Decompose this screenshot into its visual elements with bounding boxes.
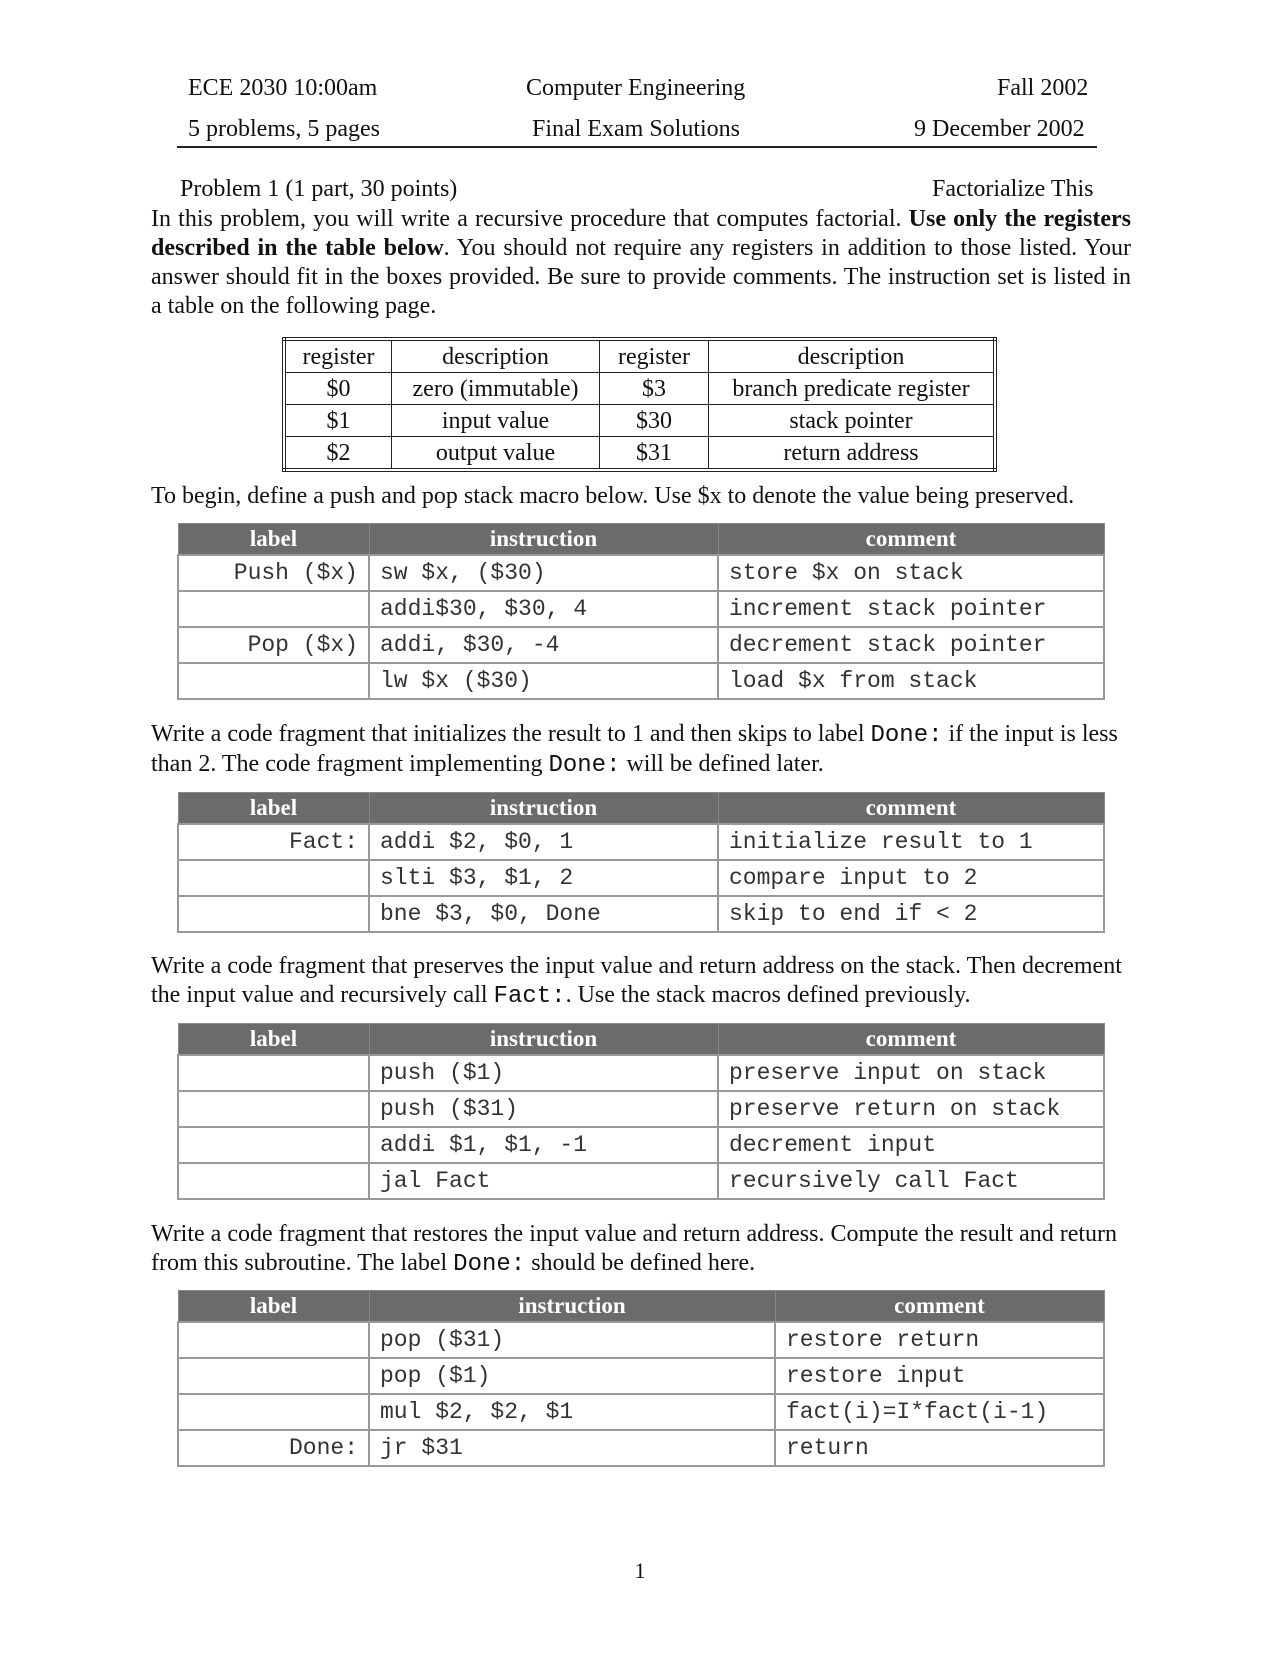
- code-table-recurse: [177, 1023, 1105, 1200]
- code-table-restore: [177, 1290, 1105, 1467]
- table-row: slti $3, $1, 2 compare input to 2: [178, 860, 1104, 896]
- table-row: pop ($1) restore input: [178, 1358, 1104, 1394]
- table-row: push ($1) preserve input on stack: [178, 1055, 1104, 1091]
- code-table-init: [177, 792, 1105, 933]
- register-header-row: [284, 339, 995, 373]
- reg-header: register: [284, 339, 392, 373]
- code-table-header: label instruction comment: [178, 1291, 1104, 1323]
- desc-header: description: [392, 339, 600, 373]
- prompt-init: Write a code fragment that initializes the result to 1 and then skips to label Done: if the input is less than 2. The code fragment implementing Done: will be defined later.: [151, 721, 1118, 779]
- problem-intro: In this problem, you will write a recursive procedure that computes factorial. Use only the registers described in the table below. You should not require any registers in addition to those listed. Your answer should fit in the boxes provided. Be sure to provide comments. The instruction set is listed in a table on the following page.: [151, 206, 1131, 319]
- table-row: addi $1, $1, -1 decrement input: [178, 1127, 1104, 1163]
- table-row: jal Fact recursively call Fact: [178, 1163, 1104, 1199]
- prompt-push-pop: To begin, define a push and pop stack macro below. Use $x to denote the value being preserved.: [151, 483, 1075, 509]
- reg-header: register: [600, 339, 709, 373]
- table-row: mul $2, $2, $1 fact(i)=I*fact(i-1): [178, 1394, 1104, 1430]
- code-table-header: label instruction comment: [178, 524, 1104, 556]
- code-table-header: label instruction comment: [178, 1024, 1104, 1056]
- header-problems: 5 problems, 5 pages: [188, 116, 380, 142]
- register-row: $1 input value $30 stack pointer: [284, 405, 995, 437]
- header-exam: Final Exam Solutions: [532, 116, 741, 142]
- table-row: pop ($31) restore return: [178, 1322, 1104, 1358]
- intro-bold: Use only the registers described in the table below: [151, 206, 1131, 261]
- table-row: Done: jr $31 return: [178, 1430, 1104, 1466]
- table-row: lw $x ($30) load $x from stack: [178, 663, 1104, 699]
- header-dept: Computer Engineering: [526, 75, 746, 101]
- header-term: Fall 2002: [997, 75, 1089, 101]
- header-course: ECE 2030 10:00am: [188, 75, 378, 101]
- desc-header: description: [709, 339, 996, 373]
- table-row: addi$30, $30, 4 increment stack pointer: [178, 591, 1104, 627]
- header-date: 9 December 2002: [914, 116, 1085, 142]
- register-table: [282, 337, 997, 472]
- page-number: 1: [634, 1558, 646, 1583]
- problem-name: Factorialize This: [932, 176, 1094, 202]
- problem-title: Problem 1 (1 part, 30 points): [180, 176, 458, 202]
- table-row: push ($31) preserve return on stack: [178, 1091, 1104, 1127]
- prompt-restore: Write a code fragment that restores the input value and return address. Compute the result and return from this subroutine. The label Done: should be defined here.: [151, 1221, 1118, 1278]
- register-row: $0 zero (immutable) $3 branch predicate register: [284, 373, 995, 405]
- code-table-header: label instruction comment: [178, 793, 1104, 825]
- register-row: $2 output value $31 return address: [284, 437, 995, 471]
- table-row: Fact: addi $2, $0, 1 initialize result to 1: [178, 824, 1104, 860]
- prompt-recurse: Write a code fragment that preserves the input value and return address on the stack. Then decrement the input value and recursively call Fact:. Use the stack macros defined previously.: [151, 953, 1122, 1010]
- table-row: Push ($x) sw $x, ($30) store $x on stack: [178, 555, 1104, 591]
- table-row: bne $3, $0, Done skip to end if < 2: [178, 896, 1104, 932]
- code-table-macros: [177, 523, 1105, 700]
- header-rule: [177, 146, 1097, 148]
- table-row: Pop ($x) addi, $30, -4 decrement stack pointer: [178, 627, 1104, 663]
